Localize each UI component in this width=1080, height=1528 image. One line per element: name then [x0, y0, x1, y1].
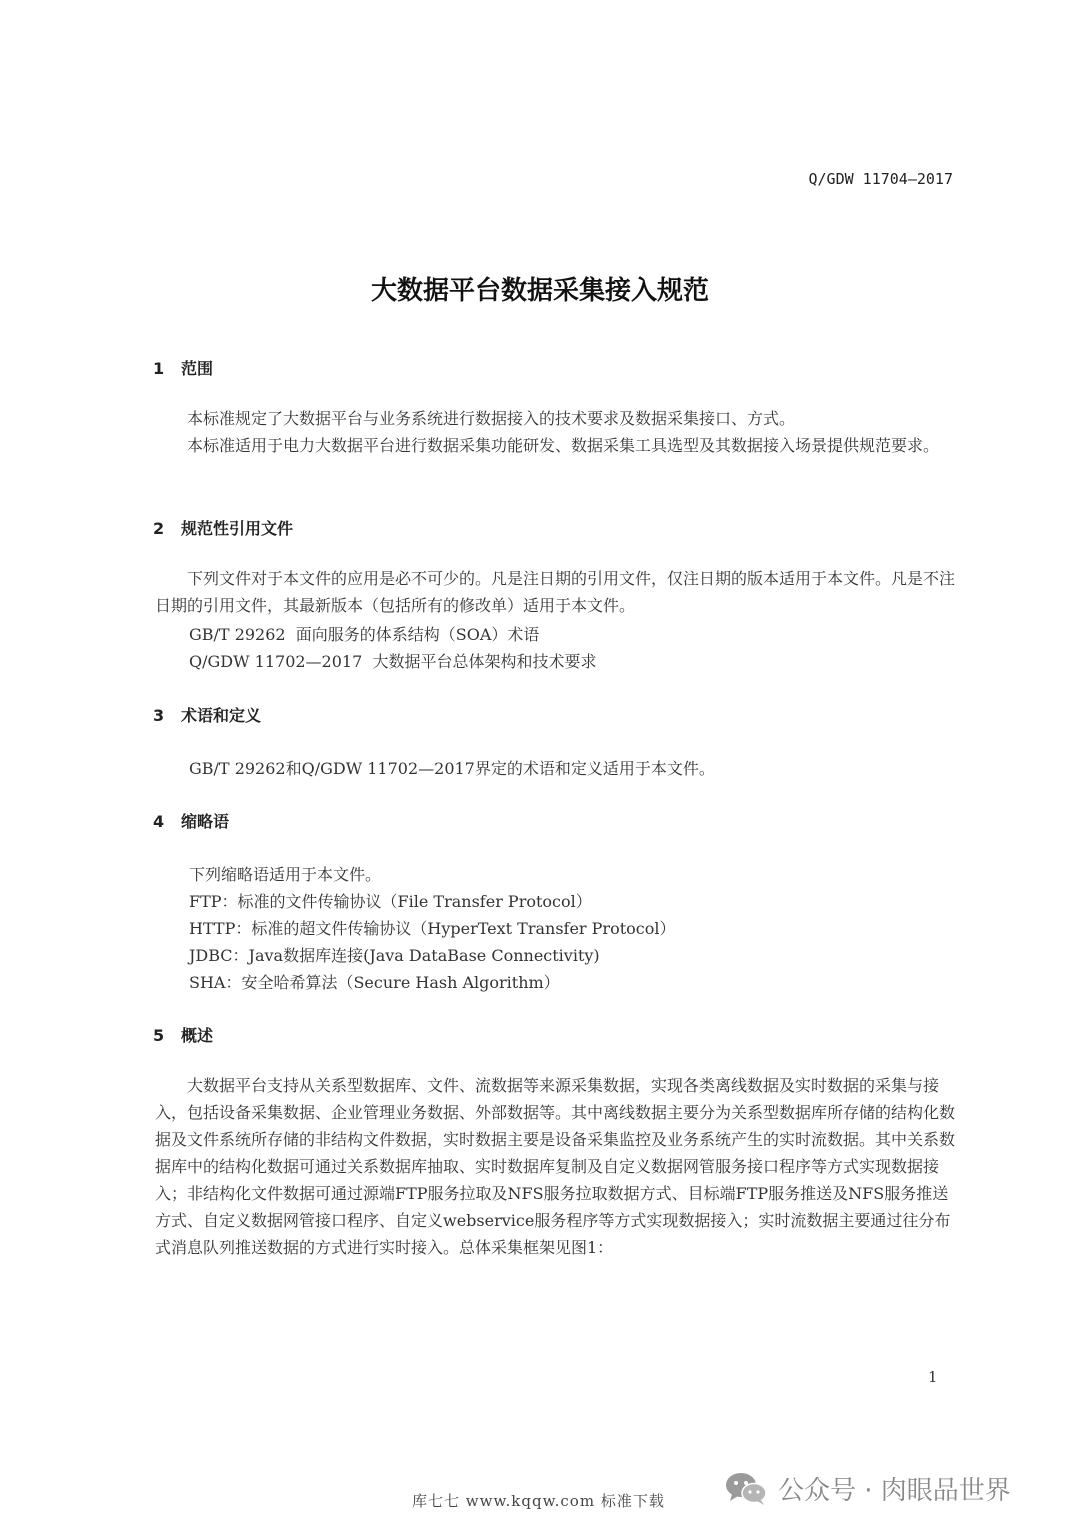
section-number: 5: [153, 1026, 165, 1045]
footer-wechat-label: 公众号 · 肉眼品世界: [778, 1475, 1011, 1506]
section-heading-1: [153, 356, 213, 379]
terms-text: GB/T 29262和Q/GDW 11702—2017界定的术语和定义适用于本文件。: [189, 759, 715, 778]
section-heading-4: [153, 809, 229, 832]
section-number: 4: [153, 812, 165, 831]
section-number: 1: [153, 359, 165, 378]
footer-wechat-watermark: [724, 1468, 1011, 1508]
normative-intro: [155, 565, 955, 619]
section-title: 概述: [181, 1026, 214, 1045]
section-number: 2: [153, 519, 165, 538]
reference-qgdw-11702: Q/GDW 11702—2017 大数据平台总体架构和技术要求: [189, 652, 597, 671]
normative-intro-text: 下列文件对于本文件的应用是必不可少的。凡是注日期的引用文件，仅注日期的版本适用于本文件。凡是不注日期的引用文件，其最新版本（包括所有的修改单）适用于本文件。: [155, 569, 956, 615]
abbr-http: HTTP：标准的超文件传输协议（HyperText Transfer Protocol）: [189, 919, 676, 938]
section-heading-3: [153, 703, 261, 726]
section-title: 术语和定义: [181, 706, 262, 725]
section-title: 缩略语: [181, 812, 230, 831]
section-title: 规范性引用文件: [181, 519, 294, 538]
overview-paragraph: [155, 1072, 955, 1261]
section-heading-5: [153, 1023, 213, 1046]
page-number: 1: [928, 1368, 938, 1386]
reference-gbt-29262: GB/T 29262 面向服务的体系结构（SOA）术语: [189, 625, 540, 644]
footer-watermark-site: 库七七 www.kqqw.com 标准下载: [412, 1492, 665, 1510]
scope-paragraph-1: 本标准规定了大数据平台与业务系统进行数据接入的技术要求及数据采集接口、方式。: [187, 409, 796, 428]
abbr-ftp: FTP：标准的文件传输协议（File Transfer Protocol）: [189, 892, 592, 911]
abbr-intro: 下列缩略语适用于本文件。: [189, 865, 382, 884]
section-number: 3: [153, 706, 165, 725]
document-code: Q/GDW 11704—2017: [808, 170, 953, 188]
scope-paragraph-2: 本标准适用于电力大数据平台进行数据采集功能研发、数据采集工具选型及其数据接入场景提供规范要求。: [187, 436, 940, 455]
wechat-icon: [724, 1471, 768, 1505]
section-heading-2: [153, 516, 293, 539]
page-title: 大数据平台数据采集接入规范: [370, 276, 709, 306]
section-title: 范围: [181, 359, 214, 378]
abbr-jdbc: JDBC：Java数据库连接(Java DataBase Connectivity): [189, 946, 600, 965]
abbr-sha: SHA：安全哈希算法（Secure Hash Algorithm）: [189, 973, 560, 992]
overview-text: 大数据平台支持从关系型数据库、文件、流数据等来源采集数据，实现各类离线数据及实时数据的采集与接入，包括设备采集数据、企业管理业务数据、外部数据等。其中离线数据主要分为关系型数据库所存储的结构化数据及文件系统所存储的非结构文件数据，实时数据主要是设备采集监控及业务系统产生的实时流数据。其中关系数据库中的结构化数据可通过关系数据库抽取、实时数据库复制及自定义数据网管服务接口程序等方式实现数据接入；非结构化文件数据可通过源端FTP服务拉取及NFS服务拉取数据方式、目标端FTP服务推送及NFS服务推送方式、自定义数据网管接口程序、自定义webservice服务程序等方式实现数据接入；实时流数据主要通过往分布式消息队列推送数据的方式进行实时接入。总体采集框架见图1：: [155, 1076, 956, 1257]
scope-paragraphs: [155, 405, 955, 459]
